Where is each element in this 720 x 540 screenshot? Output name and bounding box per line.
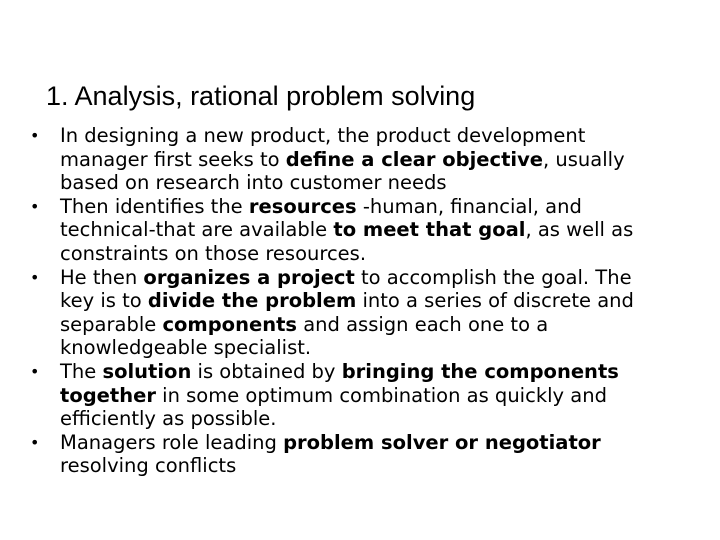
- bullet-dot-icon: •: [30, 432, 40, 452]
- bullet-dot-icon: •: [30, 126, 40, 145]
- bullet-text: [60, 360, 670, 431]
- bullet-dot-icon: •: [30, 361, 40, 381]
- bullet-run: Managers role leading: [60, 430, 284, 454]
- bullet-dot-icon: •: [30, 196, 40, 216]
- bullet-text: [60, 124, 670, 195]
- bullet-text: [60, 195, 670, 266]
- bullet-run: to accomplish the goal. The key is to: [60, 265, 632, 313]
- bullet-item: [30, 124, 670, 195]
- bullet-emphasis: divide the problem: [147, 289, 357, 313]
- bullet-item: [30, 431, 670, 478]
- bullet-emphasis: organizes a project: [143, 265, 355, 289]
- bullet-emphasis: define a clear objective: [285, 147, 544, 171]
- bullet-emphasis: to meet that goal: [333, 218, 526, 242]
- bullet-emphasis: resources: [248, 194, 357, 218]
- bullet-run: in some optimum combination as quickly and efficiently as possible.: [60, 383, 607, 431]
- bullet-emphasis: problem solver or negotiator: [283, 430, 601, 454]
- bullet-run: is obtained by: [191, 359, 342, 383]
- bullet-run: resolving conflicts: [60, 454, 237, 478]
- bullet-item: [30, 360, 670, 431]
- bullet-text: [60, 431, 670, 478]
- slide-title: 1. Analysis, rational problem solving: [46, 81, 476, 111]
- bullet-emphasis: bringing the components together: [60, 359, 619, 407]
- bullet-item: [30, 266, 670, 360]
- bullet-dot-icon: •: [30, 267, 40, 287]
- bullet-run: In designing a new product, the product development manager first seeks to: [60, 124, 586, 171]
- bullet-run: , usually based on research into customer needs: [60, 147, 625, 195]
- bullet-item: [30, 195, 670, 266]
- bullet-text: [60, 266, 670, 360]
- bullet-emphasis: components: [162, 312, 298, 336]
- bullet-run: and assign each one to a knowledgeable specialist.: [60, 312, 549, 360]
- bullet-run: -human, financial, and technical-that are available: [60, 194, 582, 242]
- bullet-run: The: [60, 359, 103, 383]
- bullet-list: [30, 124, 670, 478]
- bullet-run: He then: [60, 265, 144, 289]
- bullet-run: , as well as constraints on those resources.: [60, 218, 634, 265]
- bullet-run: into a series of discrete and separable: [60, 289, 634, 336]
- bullet-run: Then identifies the: [60, 194, 249, 218]
- bullet-emphasis: solution: [102, 359, 192, 383]
